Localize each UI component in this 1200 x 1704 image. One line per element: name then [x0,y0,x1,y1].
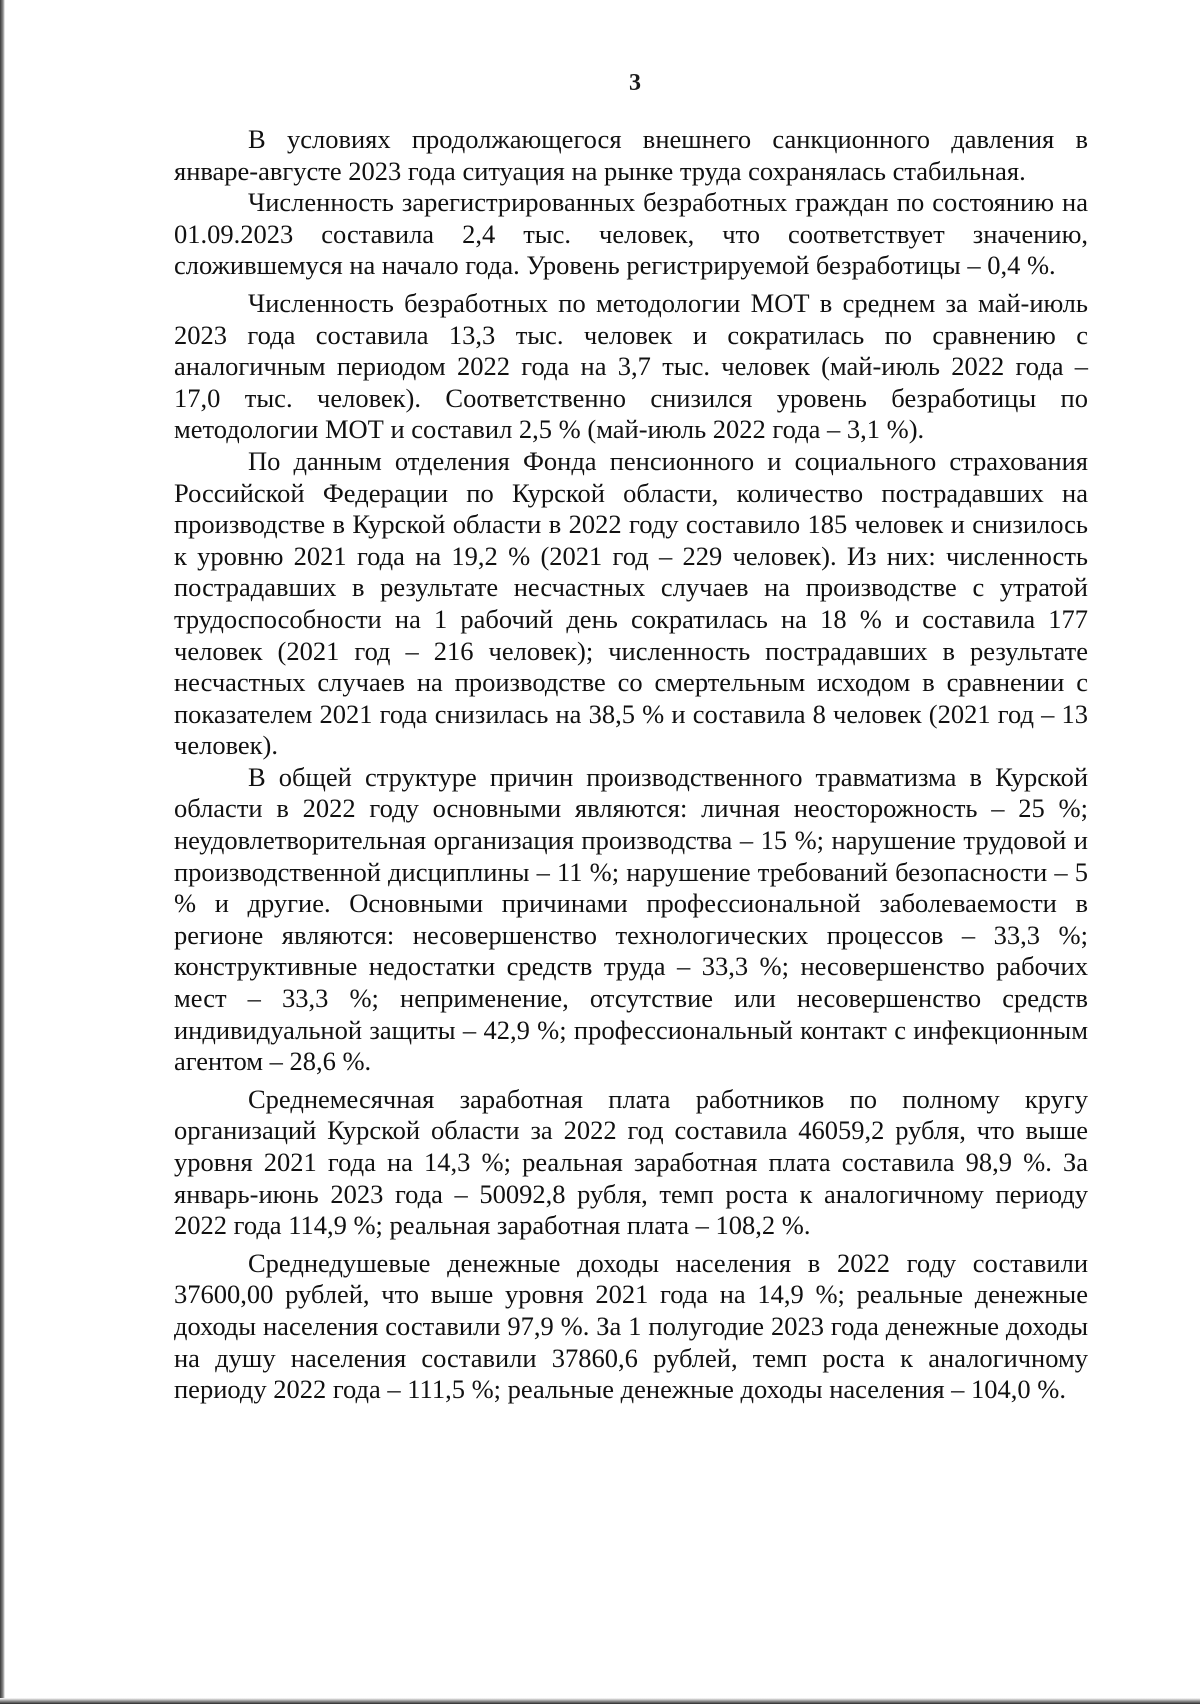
paragraph-sanctions-labor-market: В условиях продолжающегося внешнего санкционного давления в январе-августе 2023 года ситуация на рынке труда сохранялась стабильная. [174,124,1088,186]
paragraph-ilo-unemployment: Численность безработных по методологии МОТ в среднем за май-июль 2023 года составила 13,3 тыс. человек и сократилась по сравнению с аналогичным периодом 2022 года на 3,7 тыс. человек (май-июль 2022 года – 17,0 тыс. человек). Соответственно снизился уровень безработицы по методологии МОТ и составил 2,5 % (май-июль 2022 года – 3,1 %). [174,287,1088,445]
paragraph-injury-causes: В общей структуре причин производственного травматизма в Курской области в 2022 году основными являются: личная неосторожность – 25 %; неудовлетворительная организация производства – 15 %; нарушение трудовой и производственной дисциплины – 11 %; нарушение требований безопасности – 5 % и другие. Основными причинами профессиональной заболеваемости в регионе являются: несовершенство технологических процессов – 33,3 %; конструктивные недостатки средств труда – 33,3 %; несовершенство рабочих мест – 33,3 %; неприменение, отсутствие или несовершенство средств индивидуальной защиты – 42,9 %; профессиональный контакт с инфекционным агентом – 28,6 %. [174,761,1088,1077]
paragraph-per-capita-income: Среднедушевые денежные доходы населения в 2022 году составили 37600,00 рублей, что выше уровня 2021 года на 14,9 %; реальные денежные доходы населения составили 97,9 %. За 1 полугодие 2023 года денежные доходы на душу населения составили 37860,6 рублей, темп роста к аналогичному периоду 2022 года – 111,5 %; реальные денежные доходы населения – 104,0 %. [174,1247,1088,1405]
document-body [174,124,1088,1406]
paragraph-average-salary: Среднемесячная заработная плата работников по полному кругу организаций Курской области за 2022 год составила 46059,2 рубля, что выше уровня 2021 года на 14,3 %; реальная заработная плата составила 98,9 %. За январь-июнь 2023 года – 50092,8 рубля, темп роста к аналогичному периоду 2022 года 114,9 %; реальная заработная плата – 108,2 %. [174,1083,1088,1241]
scan-edge-left [0,0,5,1704]
page-number: 3 [629,70,641,96]
paragraph-workplace-injuries: По данным отделения Фонда пенсионного и социального страхования Российской Федерации по Курской области, количество пострадавших на производстве в Курской области в 2022 году составило 185 человек и снизилось к уровню 2021 года на 19,2 % (2021 год – 229 человек). Из них: численность пострадавших в результате несчастных случаев на производстве с утратой трудоспособности на 1 рабочий день сократилась на 18 % и составила 177 человек (2021 год – 216 человек); численность пострадавших в результате несчастных случаев на производстве со смертельным исходом в сравнении с показателем 2021 года снизилась на 38,5 % и составила 8 человек (2021 год – 13 человек). [174,445,1088,761]
scan-edge-bottom [0,1698,1200,1704]
paragraph-registered-unemployed: Численность зарегистрированных безработных граждан по состоянию на 01.09.2023 составила 2,4 тыс. человек, что соответствует значению, сложившемуся на начало года. Уровень регистрируемой безработицы – 0,4 %. [174,187,1088,281]
